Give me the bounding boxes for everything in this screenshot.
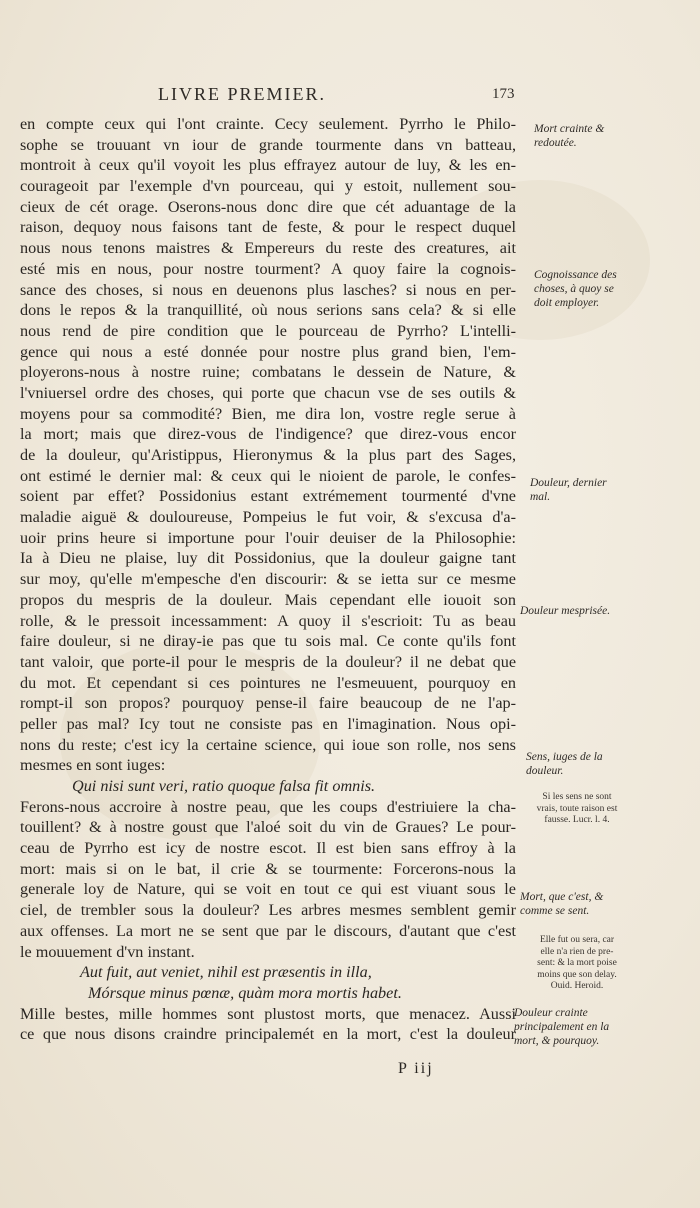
margin-note-line: Douleur, dernier	[530, 477, 607, 489]
text-line: maladie aiguë & douloureuse, Pompeius le fut voir, & s'excusa d'a-	[20, 508, 516, 527]
text-line: nons du reste; c'est icy la certaine science, qui ioue son rolle, nos sens	[20, 735, 516, 754]
text-line: uoir prins heure si importune pour l'ouir deuiser de la Philosophie:	[20, 528, 516, 547]
text-line: sophe se trouuant vn iour de grande tourmente dans vn batteau,	[20, 135, 516, 154]
margin-note	[526, 750, 603, 778]
latin-quote-line: Aut fuit, aut veniet, nihil est præsentis in illa,	[80, 963, 372, 982]
text-line: en compte ceux qui l'ont crainte. Cecy seulement. Pyrrho le Philo-	[20, 115, 516, 133]
margin-note	[514, 1006, 609, 1048]
text-line: Ferons-nous accroire à nostre peau, que les coups d'estriuiere la cha-	[20, 797, 516, 816]
margin-note	[534, 122, 604, 150]
text-line: rompt-il son propos? pourquoy pense-il faire beaucoup de ne l'ap-	[20, 694, 516, 713]
margin-note-line: Mort crainte &	[534, 123, 605, 135]
text-line: l'vniuersel ordre des choses, qui porte que chacun vse de ses outils &	[20, 383, 516, 402]
margin-note-line: redoutée.	[534, 137, 577, 149]
text-line: moyens pour sa commodité? Bien, me dira lon, vostre regle serue à	[20, 404, 516, 423]
text-line: sance des choses, si nous en deuenons plus lasches? si nous en per-	[20, 280, 516, 299]
margin-citation-line: sent: & la mort poise	[537, 958, 617, 968]
text-line: ce que nous disons craindre principalemét en la mort, c'est la douleur	[20, 1025, 516, 1044]
margin-note	[520, 890, 603, 918]
text-line: ciel, de trembler sous la douleur? Les arbres mesmes semblent gemir	[20, 901, 516, 920]
text-line: nous rend de pire condition que le pourceau de Pyrrho? L'intelli-	[20, 321, 516, 340]
text-line: soient par effet? Possidonius estant extrémement tourmenté d'vne	[20, 487, 516, 506]
margin-note	[530, 476, 607, 504]
text-line: aux offenses. La mort ne se sent que par le discours, d'autant que c'est	[20, 921, 516, 940]
margin-note-line: choses, à quoy se	[534, 283, 614, 295]
text-line: raison, dequoy nous faisons tant de feste, & pour le respect duquel	[20, 218, 516, 237]
text-line: la mort; mais que direz-vous de l'indigence? que direz-vous encor	[20, 425, 516, 444]
margin-note-line: doit employer.	[534, 297, 600, 309]
margin-note-line: douleur.	[526, 765, 564, 777]
margin-note-line: mort, & pourquoy.	[514, 1035, 600, 1047]
text-line: sur moy, qu'elle m'empesche d'en discourir: & se ietta sur ce mesme	[20, 570, 516, 589]
text-line: montroit à ceux qu'il voyoit les plus effrayez autour de luy, & les en-	[20, 156, 516, 175]
latin-quote-line: Mórsque minus pœnæ, quàm mora mortis habet.	[88, 983, 402, 1002]
margin-citation-line: Si les sens ne sont	[542, 792, 612, 802]
margin-citation	[522, 935, 632, 993]
margin-note-line: Mort, que c'est, &	[520, 891, 604, 903]
text-line: dons le repos & la tranquillité, où nous serions sans cela? & si elle	[20, 301, 516, 320]
text-line: cieux de cét orage. Oserons-nous donc dire que cét aduantage de la	[20, 197, 516, 216]
margin-note	[520, 604, 610, 618]
margin-note-line: comme se sent.	[520, 905, 590, 917]
text-line: le mouuement d'vn instant.	[20, 942, 195, 961]
text-line: gence qui nous a esté donnée pour nostre plus grand bien, l'em-	[20, 342, 516, 361]
margin-citation-line: elle n'a rien de pre-	[540, 946, 614, 957]
margin-citation-line: Ouid. Heroid.	[550, 981, 604, 991]
text-line: faire douleur, si ne diray-ie pas que tu sois mal. Ce conte qu'ils font	[20, 632, 516, 651]
text-line: mort: mais si on le bat, il crie & se tourmente: Forcerons-nous la	[20, 859, 516, 878]
text-line: generale loy de Nature, qui se voit en tout ce qui est viuant sous le	[20, 880, 516, 899]
text-line: ceau de Pyrrho est icy de nostre escot. Il est bien sans effroy à la	[20, 839, 516, 858]
text-line: propos du mespris de la douleur. Mais cependant elle iouoit son	[20, 590, 516, 609]
text-line: du mot. Et cependant si ces pointures ne l'esmeuuent, pourquoy en	[20, 673, 516, 692]
running-head: LIVRE PREMIER.	[158, 84, 327, 104]
text-line: touillent? & à nostre goust que l'aloé soit du vin de Graues? Le pour-	[20, 818, 516, 837]
margin-note	[534, 268, 617, 310]
margin-citation-line: vrais, toute raison est	[536, 803, 618, 814]
margin-citation	[522, 792, 632, 827]
page-number: 173	[492, 86, 515, 102]
margin-note-line: Douleur mesprisée.	[520, 605, 611, 617]
text-line: peller pas mal? Icy tout ne consiste pas en l'imagination. Nous opi-	[20, 714, 516, 733]
margin-note-line: principalement en la	[514, 1021, 610, 1033]
text-line: de la douleur, qu'Aristippus, Hieronymus & la plus part des Sages,	[20, 446, 516, 464]
margin-citation-line: moins que son delay.	[537, 969, 617, 980]
text-line: tant valoir, que porte-il pour le mespris de la douleur? il ne debat que	[20, 652, 516, 671]
text-line: Mille bestes, mille hommes sont plustost morts, que menacez. Aussi	[20, 1004, 516, 1023]
margin-note-line: Douleur crainte	[514, 1007, 588, 1019]
signature-mark: P iij	[398, 1060, 434, 1077]
text-line: rolle, & le pressoit incessamment: A quoy il s'escrioit: Tu as beau	[20, 611, 516, 630]
text-line: ployerons-nous à nostre ruine; combatans le dessein de Nature, &	[20, 363, 516, 382]
margin-note-line: Sens, iuges de la	[526, 751, 603, 763]
margin-citation-line: Elle fut ou sera, car	[539, 935, 615, 945]
text-line: mesmes en sont iuges:	[20, 756, 166, 775]
text-line: Ia à Dieu ne plaise, luy dit Possidonius, que la douleur gaigne tant	[20, 549, 516, 568]
text-line: esté mis en nous, pour nostre tourment? A quoy faire la cognois-	[20, 259, 516, 278]
margin-note-line: mal.	[530, 491, 551, 503]
margin-citation-line: fausse. Lucr. l. 4.	[544, 815, 610, 825]
margin-note-line: Cognoissance des	[534, 269, 617, 281]
text-line: courageoit par l'exemple d'vn pourceau, qui y estoit, nullement sou-	[20, 177, 516, 196]
main-text-column	[20, 114, 516, 1045]
text-line: ont estimé le dernier mal: & ceux qui le nioient de parole, le confes-	[20, 466, 516, 485]
latin-quote-line: Qui nisi sunt veri, ratio quoque falsa fit omnis.	[72, 777, 376, 795]
text-line: nous nous tenons maistres & Empereurs du reste des creatures, ait	[20, 239, 516, 258]
